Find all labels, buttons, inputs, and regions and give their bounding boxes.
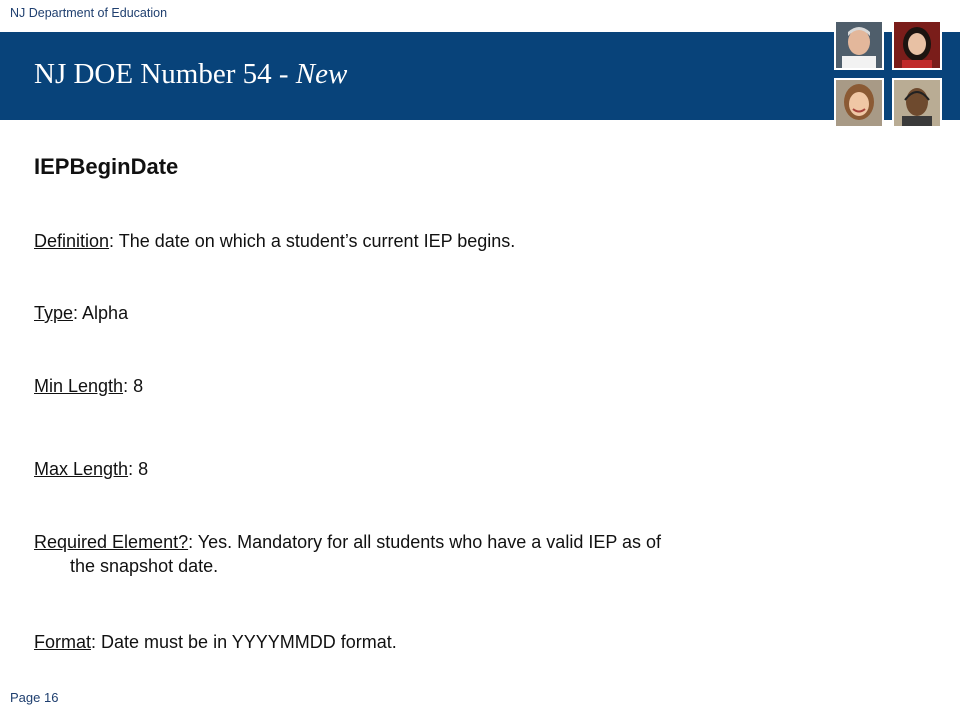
page-number: Page 16 bbox=[10, 690, 59, 705]
min-length-field bbox=[34, 374, 914, 398]
format-value: : Date must be in YYYYMMDD format. bbox=[91, 632, 397, 652]
max-length-label: Max Length bbox=[34, 459, 129, 479]
definition-field bbox=[34, 229, 914, 253]
photo-woman-smiling bbox=[834, 78, 884, 128]
photo-man-grey-hair bbox=[834, 20, 884, 70]
definition-label: Definition bbox=[34, 231, 110, 251]
type-label: Type bbox=[34, 303, 74, 323]
photo-collage bbox=[832, 20, 948, 132]
field-heading: IEPBeginDate bbox=[34, 154, 179, 179]
format-field bbox=[34, 630, 914, 654]
required-element-field bbox=[34, 530, 914, 578]
title-main: NJ DOE Number 54 - bbox=[34, 58, 296, 90]
type-value: : Alpha bbox=[73, 303, 129, 323]
min-length-label: Min Length bbox=[34, 376, 124, 396]
slide-title bbox=[34, 58, 347, 91]
title-emphasis: New bbox=[295, 58, 348, 90]
required-label: Required Element? bbox=[34, 532, 189, 552]
max-length-value: : 8 bbox=[128, 459, 149, 479]
required-value: : Yes. Mandatory for all students who have a valid IEP as of bbox=[188, 532, 662, 552]
photo-man-headset bbox=[892, 78, 942, 128]
format-label: Format bbox=[34, 632, 92, 652]
organization-label: NJ Department of Education bbox=[10, 6, 168, 20]
type-field bbox=[34, 301, 914, 325]
required-continuation: the snapshot date. bbox=[70, 556, 219, 576]
photo-woman-dark-hair bbox=[892, 20, 942, 70]
min-length-value: : 8 bbox=[123, 376, 144, 396]
max-length-field bbox=[34, 457, 914, 481]
definition-value: : The date on which a student’s current IEP begins. bbox=[109, 231, 516, 251]
